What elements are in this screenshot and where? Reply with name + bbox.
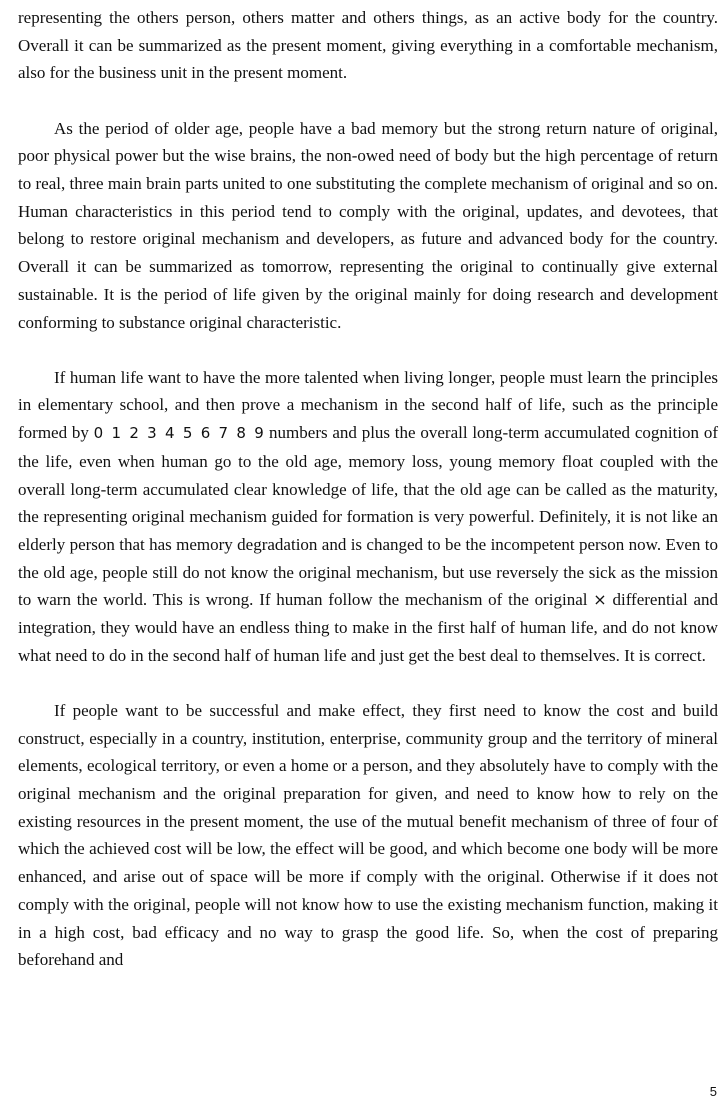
document-page — [18, 4, 718, 974]
paragraph-older-age: As the period of older age, people have a bad memory but the strong return nature of original, poor physical power but the wise brains, the non-owed need of body but the high percentage of return to real, three main brain parts united to one substituting the complete mechanism of original and so on. Human characteristics in this period tend to comply with the original, updates, and devotees, that belong to restore original mechanism and developers, as future and advanced body for the country. Overall it can be summarized as tomorrow, representing the original to continually give external sustainable. It is the period of life given by the original mainly for doing research and development conforming to substance original characteristic. — [18, 118, 718, 332]
paragraph-gap — [18, 336, 718, 364]
times-symbol: × — [593, 590, 607, 610]
paragraph-text-segment: differential and integration, they would have an endless thing to make in the first half of human life, and do not know what need to do in the second half of human life and just get the best deal to themselves. It is correct. — [18, 590, 718, 665]
paragraph-text-segment: numbers and plus the overall long-term accumulated cognition of the life, even when human go to the old age, memory loss, young memory float coupled with the overall long-term accumulated clear knowledge of life, that the old age can be called as the maturity, the representing original mechanism guided for formation is very powerful. Definitely, it is not like an elderly person that has memory degradation and is changed to be the incompetent person now. Even to the old age, people still do not know the original mechanism, but use reversely the sick as the mission to warn the world. This is wrong. If human follow the mechanism of the original — [18, 423, 718, 610]
paragraph-text-segment: If human life want to have the more talented when living longer, people must learn the principles in elementary school, and then prove a mechanism in the second half of life, such as the principle formed by — [18, 367, 718, 443]
page-number: 5 — [709, 1084, 717, 1099]
paragraph-success-cost: If people want to be successful and make effect, they first need to know the cost and build construct, especially in a country, institution, enterprise, community group and the territory of mineral elements, ecological territory, or even a home or a person, and they absolutely have to comply with the original mechanism and the original preparation for given, and need to know how to rely on the existing resources in the present moment, the use of the mutual benefit mechanism of three of four of which the achieved cost will be low, the effect will be good, and which become one body will be more enhanced, and arise out of space will be more if comply with the original. Otherwise if it does not comply with the original, people will not know how to use the existing mechanism function, making it in a high cost, bad efficacy and no way to grasp the good life. So, when the cost of preparing beforehand and — [18, 700, 718, 970]
paragraph-continued: representing the others person, others matter and others things, as an active body for the country. Overall it can be summarized as the present moment, giving everything in a comfortable mechanism, also for the business unit in the present moment. — [18, 8, 718, 83]
paragraph-gap — [18, 669, 718, 697]
paragraph-talented-life — [18, 364, 718, 670]
paragraph-gap — [18, 87, 718, 115]
digit-sequence: 0 1 2 3 4 5 6 7 8 9 — [93, 424, 265, 443]
